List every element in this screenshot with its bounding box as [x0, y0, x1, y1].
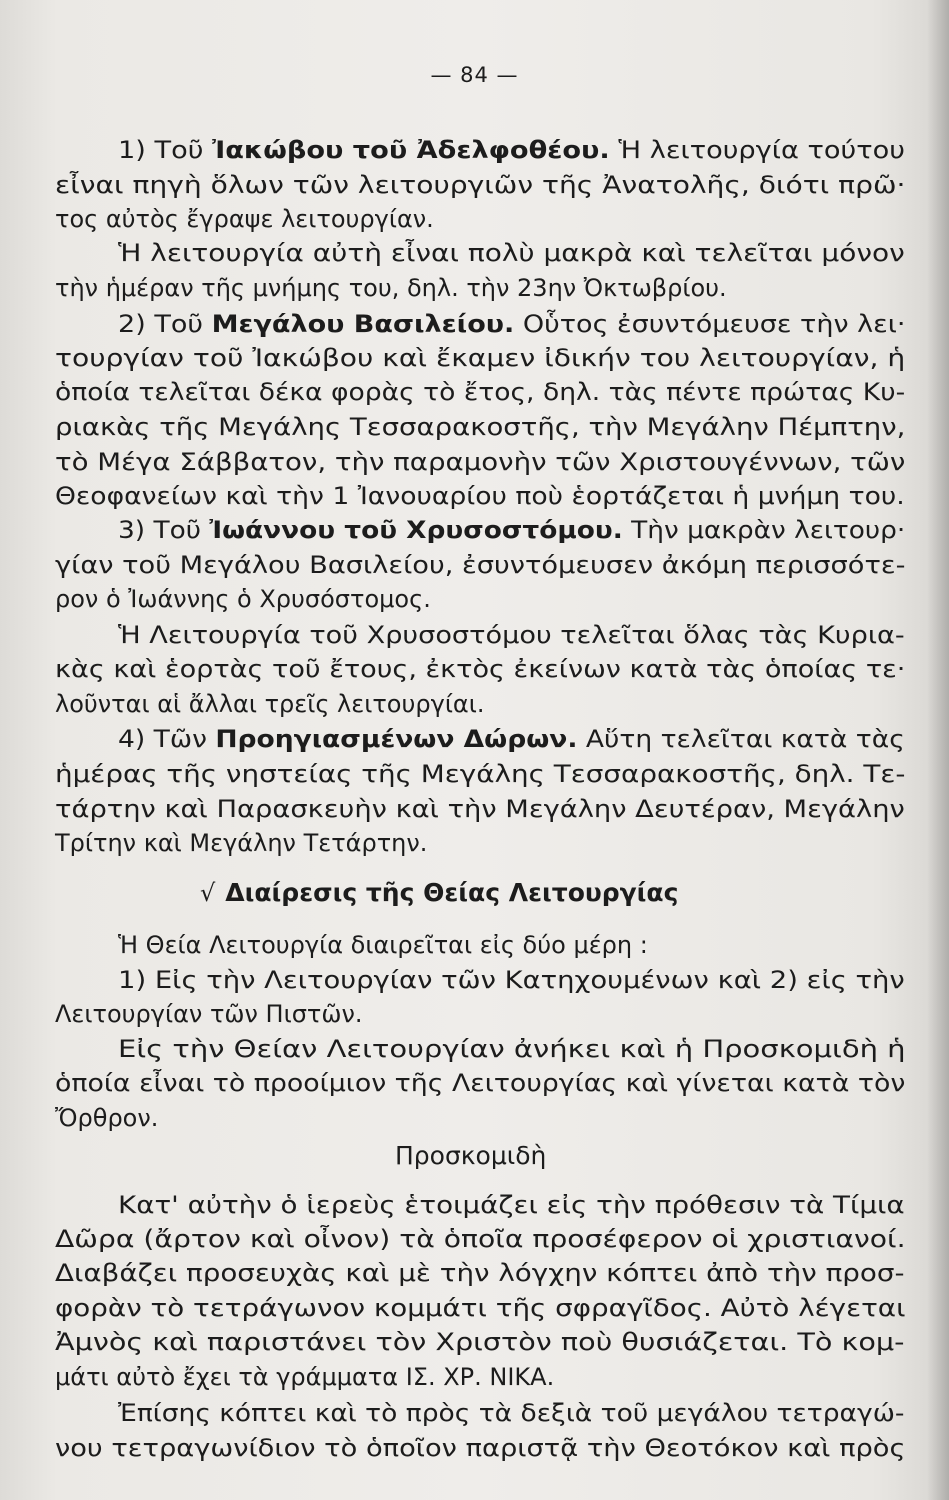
text-line: Ἡ Θεία Λειτουργία διαιρεῖται εἰς δύο μέρη : — [118, 931, 648, 959]
text-line: 1) Εἰς τὴν Λειτουργίαν τῶν Κατηχουμένων καὶ 2) εἰς τὴν — [118, 966, 905, 994]
text-line: ὁποία εἶναι τὸ προοίμιον τῆς Λειτουργίας καὶ γίνεται κατὰ τὸν — [55, 1069, 906, 1097]
text-line: Ὄρθρον. — [55, 1104, 159, 1132]
text-line: Ἐπίσης κόπτει καὶ τὸ πρὸς τὰ δεξιὰ τοῦ μεγάλου τετραγώ- — [118, 1399, 905, 1427]
page-number: — 84 — — [430, 63, 519, 87]
text-line: τουργίαν τοῦ Ἰακώβου καὶ ἔκαμεν ἰδικήν του λειτουργίαν, ἡ — [55, 344, 906, 372]
page-edge-shadow — [927, 0, 949, 1500]
text-line: Ἀμνὸς καὶ παριστάνει τὸν Χριστὸν ποὺ θυσιάζεται. Τὸ κομ- — [55, 1328, 905, 1356]
text-line: ρον ὁ Ἰωάννης ὁ Χρυσόστομος. — [55, 585, 431, 613]
text-line: Διαβάζει προσευχὰς καὶ μὲ τὴν λόγχην κόπτει ἀπὸ τὴν προσ- — [55, 1259, 905, 1287]
text-line: τάρτην καὶ Παρασκευὴν καὶ τὴν Μεγάλην Δευτέραν, Μεγάλην — [55, 795, 905, 823]
text-line: κὰς καὶ ἑορτὰς τοῦ ἔτους, ἐκτὸς ἐκείνων κατὰ τὰς ὁποίας τε· — [55, 655, 906, 683]
text-line: νου τετραγωνίδιον τὸ ὁποῖον παριστᾷ τὴν Θεοτόκον καὶ πρὸς — [55, 1434, 906, 1462]
text-line: 1) Τοῦ Ἰακώβου τοῦ Ἀδελφοθέου. Ἡ λειτουργία τούτου — [118, 136, 905, 164]
text-line: Δῶρα (ἄρτον καὶ οἶνον) τὰ ὁποῖα προσέφερον οἱ χριστιανοί. — [55, 1225, 906, 1253]
text-line: Ἡ Λειτουργία τοῦ Χρυσοστόμου τελεῖται ὅλας τὰς Κυρια- — [118, 621, 905, 649]
text-line: Ἡ λειτουργία αὐτὴ εἶναι πολὺ μακρὰ καὶ τελεῖται μόνον — [118, 239, 905, 267]
text-line: Τρίτην καὶ Μεγάλην Τετάρτην. — [55, 829, 428, 857]
text-line: Κατ' αὐτὴν ὁ ἱερεὺς ἑτοιμάζει εἰς τὴν πρόθεσιν τὰ Τίμια — [118, 1191, 905, 1219]
text-line: Θεοφανείων καὶ τὴν 1 Ἰανουαρίου ποὺ ἑορτάζεται ἡ μνήμη του. — [55, 482, 905, 510]
text-line: τὴν ἡμέραν τῆς μνήμης του, δηλ. τὴν 23ην Ὀκτωβρίου. — [55, 274, 727, 302]
text-line: ριακὰς τῆς Μεγάλης Τεσσαρακοστῆς, τὴν Μεγάλην Πέμπτην, — [55, 413, 906, 441]
text-line: τος αὐτὸς ἔγραψε λειτουργίαν. — [55, 205, 434, 233]
text-line: Εἰς τὴν Θείαν Λειτουργίαν ἀνήκει καὶ ἡ Προσκομιδὴ ἡ — [118, 1035, 906, 1063]
check-mark-icon: √ — [200, 879, 216, 907]
text-line: ἡμέρας τῆς νηστείας τῆς Μεγάλης Τεσσαρακοστῆς, δηλ. Τε- — [55, 760, 906, 788]
text-line: 2) Τοῦ Μεγάλου Βασιλείου. Οὗτος ἐσυντόμευσε τὴν λει· — [118, 310, 906, 338]
section-heading-proskomidi: Προσκομιδὴ — [395, 1141, 547, 1170]
text-line: φορὰν τὸ τετράγωνον κομμάτι τῆς σφραγῖδος. Αὐτὸ λέγεται — [55, 1294, 906, 1322]
text-line: ὁποία τελεῖται δέκα φορὰς τὸ ἔτος, δηλ. τὰς πέντε πρώτας Κυ- — [55, 378, 906, 406]
text-line: λοῦνται αἱ ἄλλαι τρεῖς λειτουργίαι. — [55, 690, 485, 718]
text-line: γίαν τοῦ Μεγάλου Βασιλείου, ἐσυντόμευσεν ἀκόμη περισσότε- — [55, 551, 906, 579]
text-line: τὸ Μέγα Σάββατον, τὴν παραμονὴν τῶν Χριστουγέννων, τῶν — [55, 448, 906, 476]
text-line: Λειτουργίαν τῶν Πιστῶν. — [55, 1000, 363, 1028]
text-line: 4) Τῶν Προηγιασμένων Δώρων. Αὕτη τελεῖται κατὰ τὰς — [118, 725, 905, 753]
text-line: μάτι αὐτὸ ἔχει τὰ γράμματα ΙΣ. ΧΡ. ΝΙΚΑ. — [55, 1363, 555, 1391]
text-line: εἶναι πηγὴ ὅλων τῶν λειτουργιῶν τῆς Ἀνατολῆς, διότι πρῶ· — [55, 171, 906, 199]
section-heading-division: √ Διαίρεσις τῆς Θείας Λειτουργίας — [200, 878, 679, 907]
text-line: 3) Τοῦ Ἰωάννου τοῦ Χρυσοστόμου. Τὴν μακρὰν λειτουρ· — [118, 516, 906, 544]
